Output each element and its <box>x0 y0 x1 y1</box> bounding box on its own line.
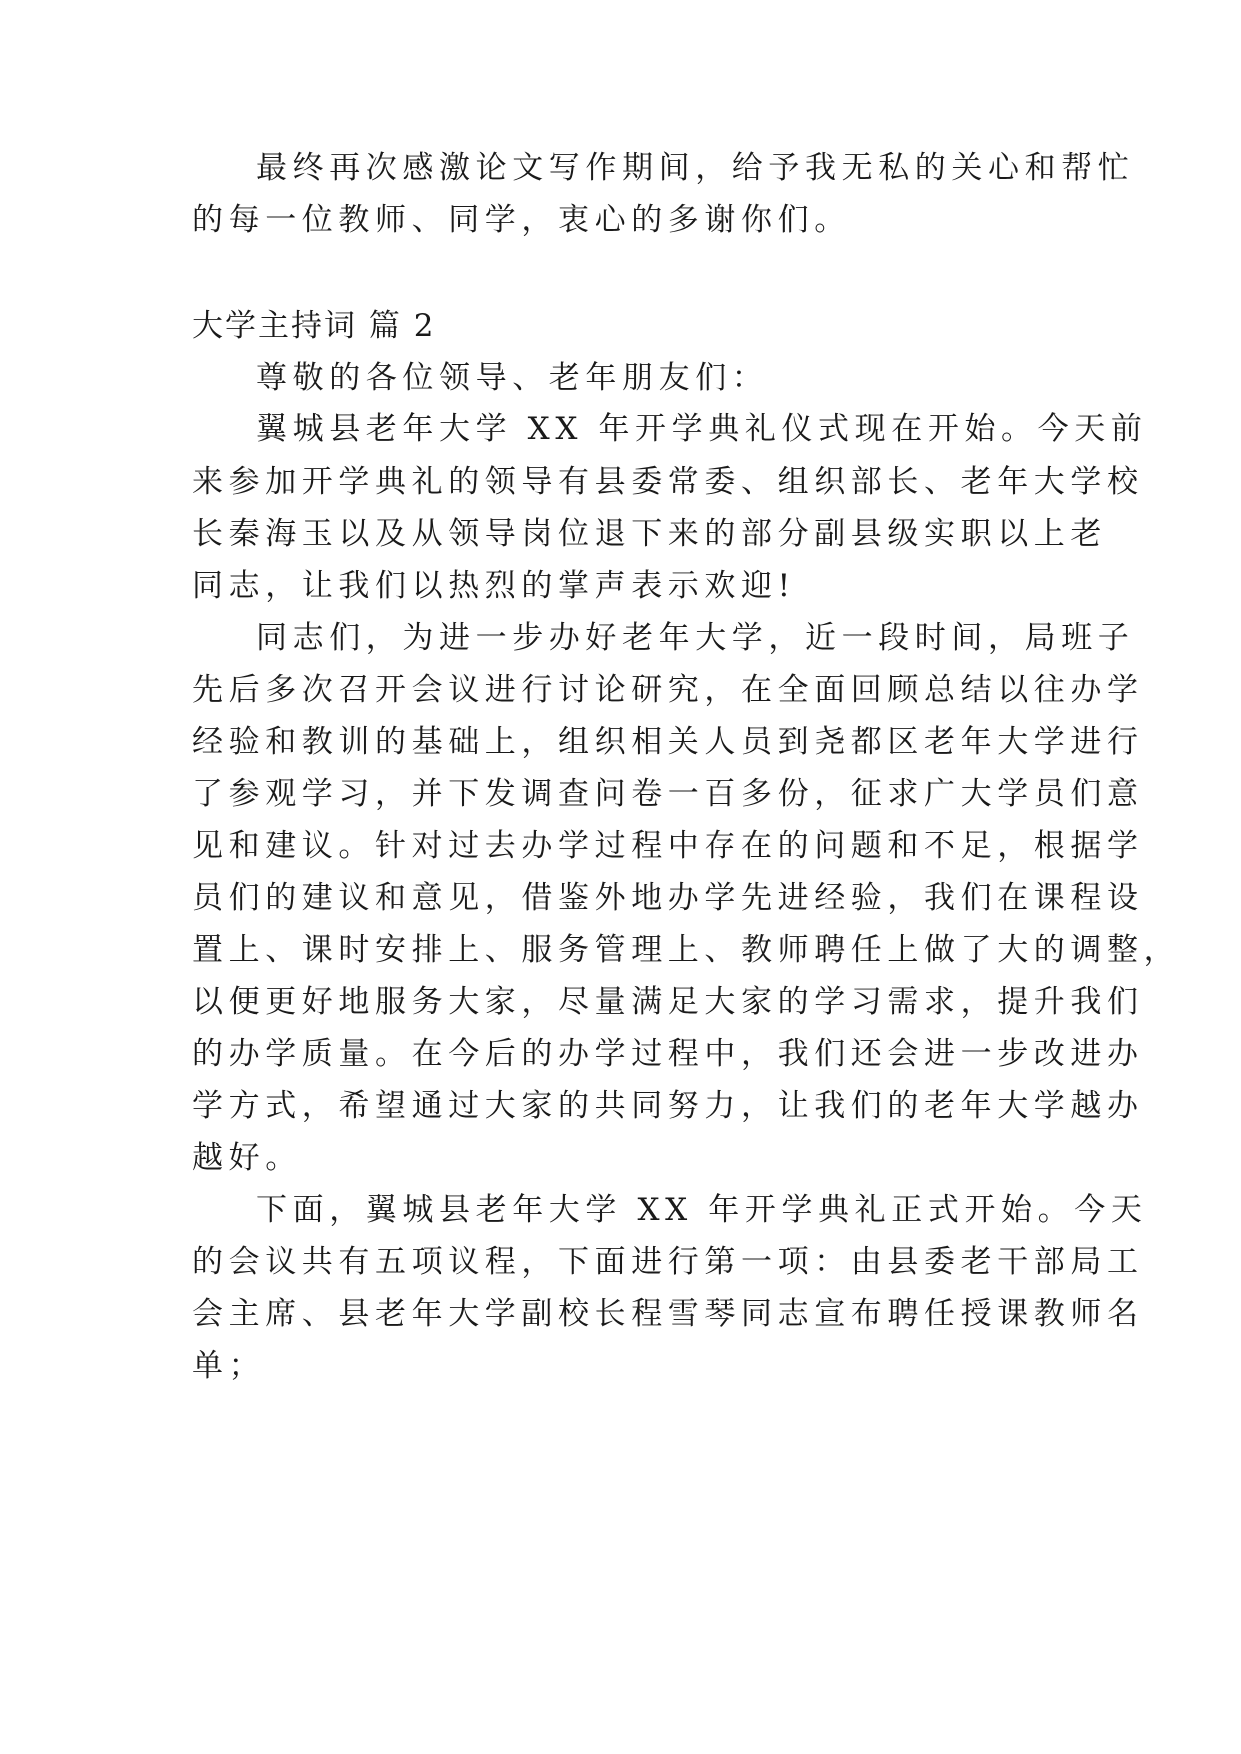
text-line: 越好。 <box>192 1140 302 1176</box>
text-line: 以便更好地服务大家，尽量满足大家的学习需求，提升我们 <box>192 984 1144 1020</box>
text-line: 先后多次召开会议进行讨论研究，在全面回顾总结以往办学 <box>192 672 1144 708</box>
text-line: 见和建议。针对过去办学过程中存在的问题和不足，根据学 <box>192 828 1144 864</box>
text-line: 的每一位教师、同学，衷心的多谢你们。 <box>192 202 851 238</box>
text-line: 同志，让我们以热烈的掌声表示欢迎! <box>192 568 796 604</box>
text-line: 翼城县老年大学 XX 年开学典礼仪式现在开始。今天前 <box>256 411 1148 447</box>
text-line: 员们的建议和意见，借鉴外地办学先进经验，我们在课程设 <box>192 880 1144 916</box>
text-line: 长秦海玉以及从领导岗位退下来的部分副县级实职以上老 <box>192 516 1107 552</box>
text-line: 来参加开学典礼的领导有县委常委、组织部长、老年大学校 <box>192 464 1144 500</box>
text-line: 最终再次感激论文写作期间，给予我无私的关心和帮忙 <box>256 150 1135 186</box>
text-line: 的会议共有五项议程，下面进行第一项：由县委老干部局工 <box>192 1244 1144 1280</box>
text-line: 置上、课时安排上、服务管理上、教师聘任上做了大的调整， <box>192 932 1181 968</box>
text-line: 单； <box>192 1348 266 1384</box>
section-heading: 大学主持词 篇 2 <box>192 308 436 344</box>
text-line: 下面，翼城县老年大学 XX 年开学典礼正式开始。今天 <box>256 1192 1148 1228</box>
text-line: 了参观学习，并下发调查问卷一百多份，征求广大学员们意 <box>192 776 1144 812</box>
text-line: 学方式，希望通过大家的共同努力，让我们的老年大学越办 <box>192 1088 1144 1124</box>
text-line: 同志们，为进一步办好老年大学，近一段时间，局班子 <box>256 620 1135 656</box>
text-line: 经验和教训的基础上，组织相关人员到尧都区老年大学进行 <box>192 724 1144 760</box>
salutation: 尊敬的各位领导、老年朋友们： <box>256 360 769 396</box>
text-line: 会主席、县老年大学副校长程雪琴同志宣布聘任授课教师名 <box>192 1296 1144 1332</box>
text-line: 的办学质量。在今后的办学过程中，我们还会进一步改进办 <box>192 1036 1144 1072</box>
